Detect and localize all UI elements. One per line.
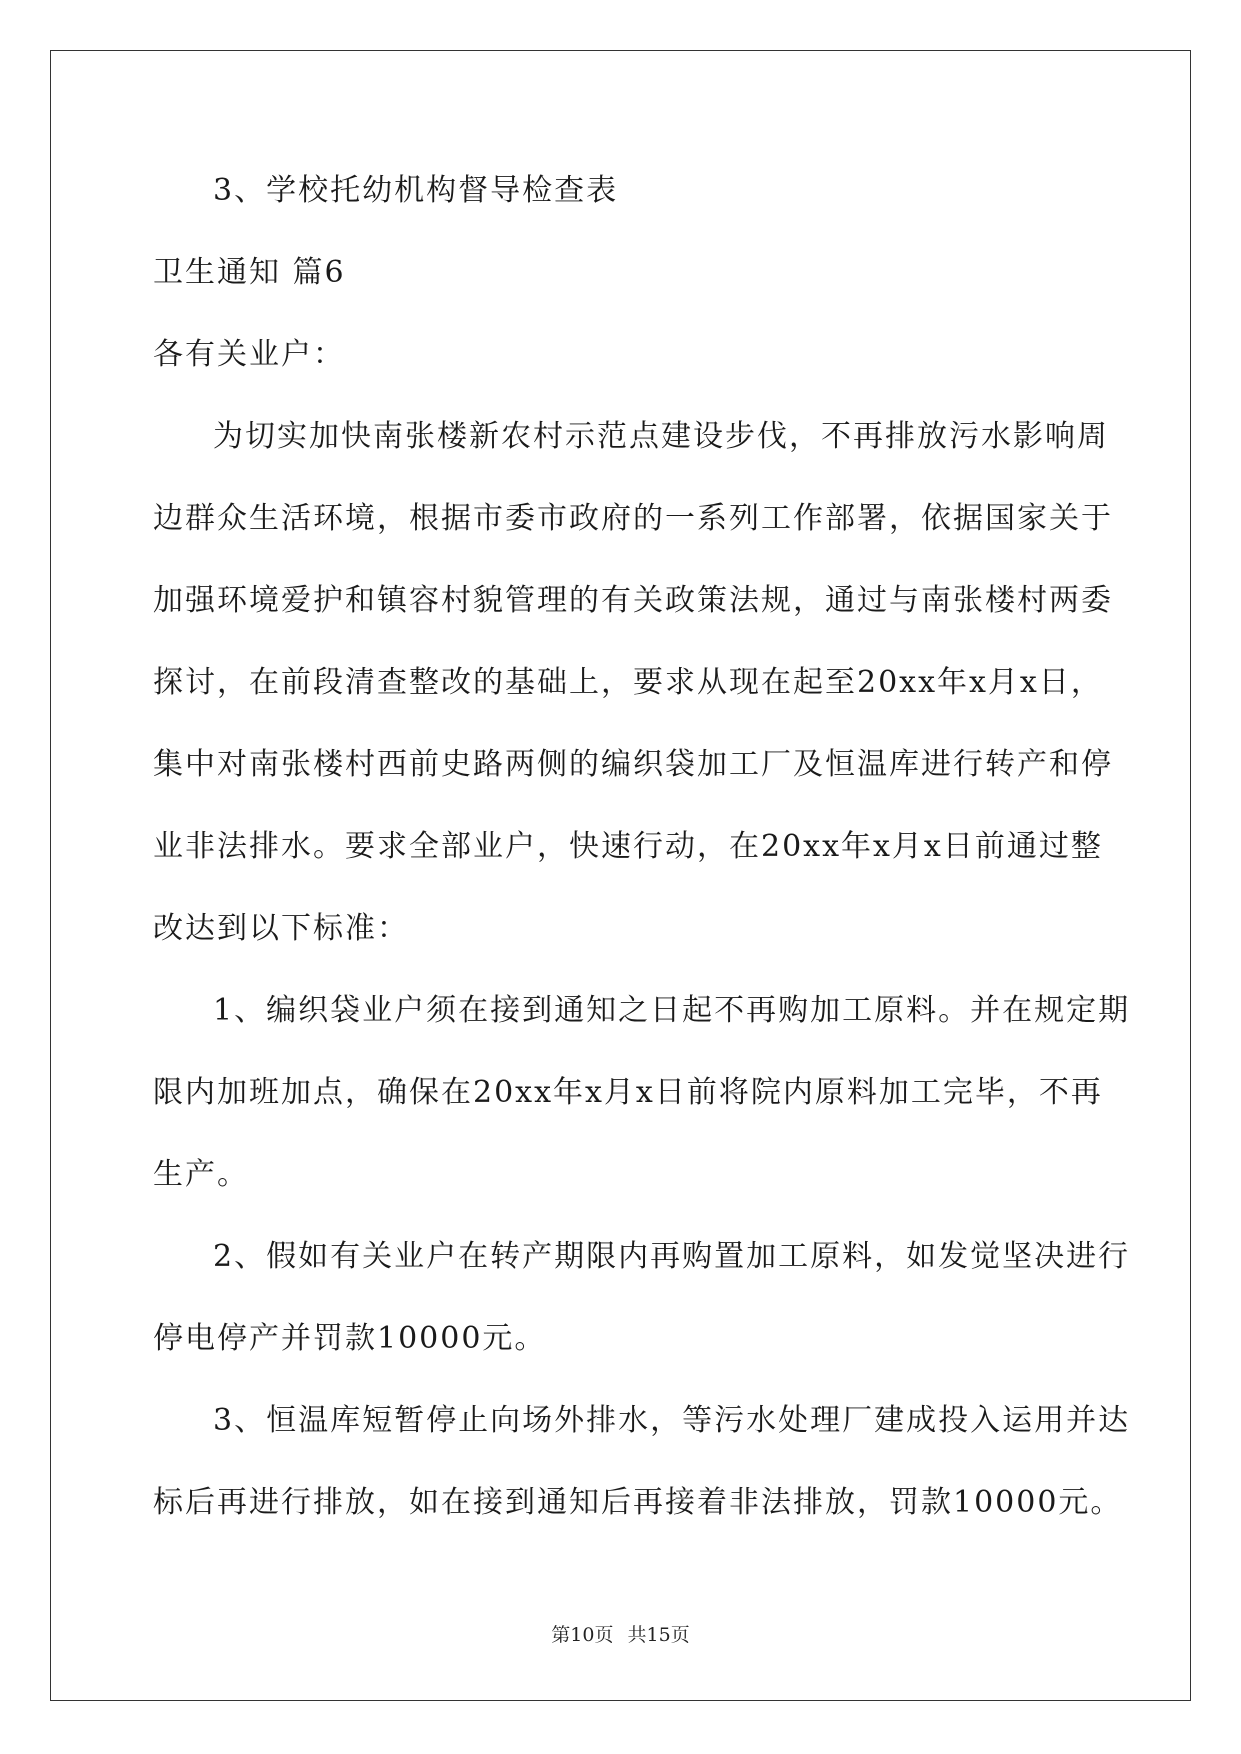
text-line: 3、恒温库短暂停止向场外排水，等污水处理厂建成投入运用并达 (213, 1403, 1131, 1438)
text-line: 业非法排水。要求全部业户，快速行动，在20xx年x月x日前通过整 (153, 829, 1103, 864)
section-heading: 卫生通知 篇6 (153, 255, 346, 290)
text-line: 3、学校托幼机构督导检查表 (213, 173, 619, 208)
text-line: 2、假如有关业户在转产期限内再购置加工原料，如发觉坚决进行 (213, 1239, 1131, 1274)
page-footer (0, 1620, 1241, 1647)
page-number: 第10页 (551, 1624, 614, 1646)
text-line: 集中对南张楼村西前史路两侧的编织袋加工厂及恒温库进行转产和停 (153, 747, 1113, 782)
text-line: 探讨，在前段清查整改的基础上，要求从现在起至20xx年x月x日， (153, 665, 1103, 700)
page-total: 共15页 (627, 1624, 690, 1646)
text-line: 生产。 (153, 1157, 249, 1192)
text-line: 标后再进行排放，如在接到通知后再接着非法排放，罚款10000元。 (153, 1485, 1123, 1520)
salutation: 各有关业户： (153, 337, 345, 372)
text-line: 改达到以下标准： (153, 911, 409, 946)
text-line: 1、编织袋业户须在接到通知之日起不再购加工原料。并在规定期 (213, 993, 1131, 1028)
text-line: 停电停产并罚款10000元。 (153, 1321, 547, 1356)
text-line: 加强环境爱护和镇容村貌管理的有关政策法规，通过与南张楼村两委 (153, 583, 1113, 618)
document-body (153, 165, 1131, 1559)
text-line: 为切实加快南张楼新农村示范点建设步伐，不再排放污水影响周 (213, 419, 1109, 454)
text-line: 边群众生活环境，根据市委市政府的一系列工作部署，依据国家关于 (153, 501, 1113, 536)
text-line: 限内加班加点，确保在20xx年x月x日前将院内原料加工完毕，不再 (153, 1075, 1103, 1110)
